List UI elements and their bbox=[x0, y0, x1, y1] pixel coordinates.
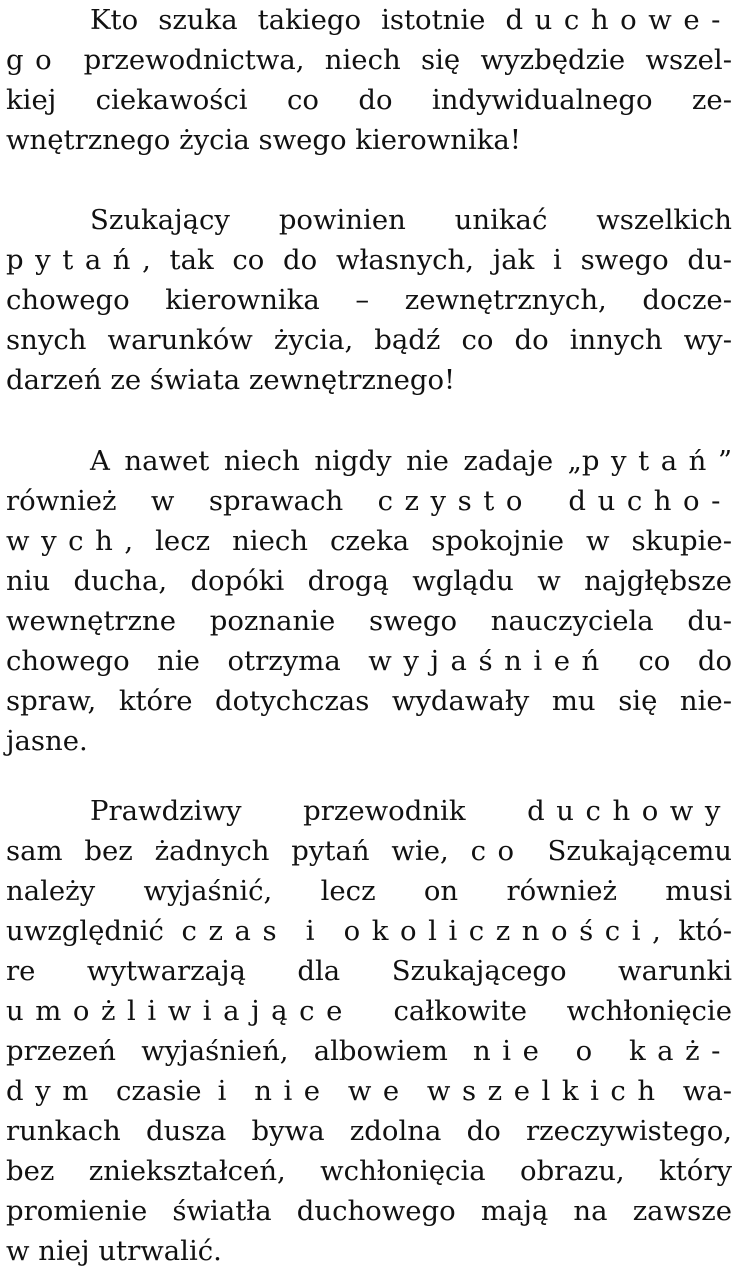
spaced-emphasis: duchowe- bbox=[505, 4, 732, 36]
spaced-emphasis: umożliwiające bbox=[6, 995, 354, 1027]
spaced-emphasis: i bbox=[305, 915, 327, 947]
text-run: Prawdziwy przewodnik bbox=[90, 795, 528, 827]
text-line bbox=[6, 831, 732, 871]
text-run: uwzględnić bbox=[6, 915, 182, 947]
text-line bbox=[6, 360, 732, 400]
text-run bbox=[411, 1075, 427, 1107]
text-run: wnętrznego życia swego kierownika! bbox=[6, 124, 521, 156]
text-line bbox=[6, 641, 732, 681]
text-run: darzeń ze świata zewnętrznego! bbox=[6, 364, 456, 396]
text-run bbox=[288, 915, 306, 947]
text-line bbox=[6, 871, 732, 911]
spaced-emphasis: wych bbox=[6, 525, 125, 557]
text-run: w niej utrwalić. bbox=[6, 1235, 222, 1267]
text-run: , któ- bbox=[652, 915, 732, 947]
text-line bbox=[6, 320, 732, 360]
text-line bbox=[6, 991, 732, 1031]
text-line bbox=[6, 1071, 732, 1111]
spaced-emphasis: o bbox=[575, 1035, 604, 1067]
text-run: całkowite wchłonięcie bbox=[353, 995, 732, 1027]
spaced-emphasis: okoliczności bbox=[343, 915, 653, 947]
text-run: runkach dusza bywa zdolna do rzeczywistego, bbox=[6, 1115, 732, 1147]
spaced-emphasis: co bbox=[470, 835, 526, 867]
text-run: re wytwarzają dla Szukającego warunki bbox=[6, 955, 732, 987]
spaced-emphasis: ducho- bbox=[568, 485, 732, 517]
text-run: przewodnictwa, niech się wyzbędzie wszel- bbox=[63, 44, 732, 76]
text-run: sam bez żadnych pytań wie, bbox=[6, 835, 471, 867]
text-run bbox=[332, 1075, 348, 1107]
text-run: bez zniekształceń, wchłonięcia obrazu, który bbox=[6, 1155, 732, 1187]
text-run: promienie światła duchowego mają na zawsze bbox=[6, 1195, 732, 1227]
text-run: Kto szuka takiego istotnie bbox=[90, 4, 506, 36]
text-line bbox=[6, 601, 732, 641]
text-line bbox=[90, 0, 732, 40]
text-line bbox=[6, 951, 732, 991]
text-line bbox=[90, 441, 732, 481]
text-run: ” bbox=[717, 445, 732, 477]
text-run bbox=[550, 1035, 575, 1067]
text-run: Szukającemu bbox=[525, 835, 732, 867]
spaced-emphasis: i bbox=[217, 1075, 239, 1107]
text-line bbox=[6, 521, 732, 561]
text-line bbox=[6, 120, 732, 160]
text-run bbox=[604, 1035, 629, 1067]
spaced-emphasis: wyjaśnień bbox=[368, 645, 611, 677]
text-run bbox=[238, 1075, 254, 1107]
text-run: Szukający powinien unikać wszelkich bbox=[90, 204, 732, 236]
text-run: chowego nie otrzyma bbox=[6, 645, 369, 677]
text-run: co do bbox=[610, 645, 732, 677]
text-run: snych warunków życia, bądź co do innych wy- bbox=[6, 324, 732, 356]
text-line bbox=[6, 240, 732, 280]
text-run bbox=[326, 915, 344, 947]
text-line bbox=[6, 1231, 732, 1271]
text-line bbox=[6, 481, 732, 521]
text-line bbox=[6, 681, 732, 721]
text-run: wa- bbox=[666, 1075, 733, 1107]
spaced-emphasis: każ- bbox=[628, 1035, 733, 1067]
text-run: czasie bbox=[99, 1075, 218, 1107]
text-line bbox=[6, 80, 732, 120]
text-line bbox=[90, 200, 732, 240]
text-run: przezeń wyjaśnień, albowiem bbox=[6, 1035, 473, 1067]
text-run: kiej ciekawości co do indywidualnego ze- bbox=[6, 84, 732, 116]
text-run bbox=[534, 485, 568, 517]
spaced-emphasis: nie bbox=[472, 1035, 551, 1067]
text-line bbox=[6, 1111, 732, 1151]
spaced-emphasis: czysto bbox=[377, 485, 535, 517]
text-run: spraw, które dotychczas wydawały mu się nie- bbox=[6, 685, 732, 717]
spaced-emphasis: duchowy bbox=[527, 795, 732, 827]
spaced-emphasis: pytań bbox=[6, 244, 143, 276]
text-run: wewnętrzne poznanie swego nauczyciela du- bbox=[6, 605, 732, 637]
spaced-emphasis: wszelkich bbox=[426, 1075, 667, 1107]
spaced-emphasis: nie bbox=[254, 1075, 332, 1107]
text-run: chowego kierownika – zewnętrznych, docze- bbox=[6, 284, 732, 316]
text-line bbox=[6, 721, 732, 761]
text-line bbox=[90, 791, 732, 831]
text-run: niu ducha, dopóki drogą wglądu w najgłębsze bbox=[6, 565, 732, 597]
spaced-emphasis: dym bbox=[6, 1075, 100, 1107]
text-line bbox=[6, 561, 732, 601]
spaced-emphasis: we bbox=[347, 1075, 411, 1107]
text-run: , lecz niech czeka spokojnie w skupie- bbox=[124, 525, 732, 557]
text-line bbox=[6, 1191, 732, 1231]
spaced-emphasis: go bbox=[6, 44, 64, 76]
text-line bbox=[6, 280, 732, 320]
text-run: również w sprawach bbox=[6, 485, 378, 517]
text-run: A nawet niech nigdy nie zadaje „ bbox=[90, 445, 582, 477]
text-run: jasne. bbox=[6, 725, 88, 757]
spaced-emphasis: czas bbox=[181, 915, 289, 947]
text-line bbox=[6, 1031, 732, 1071]
text-run: należy wyjaśnić, lecz on również musi bbox=[6, 875, 732, 907]
text-run: , tak co do własnych, jak i swego du- bbox=[142, 244, 732, 276]
text-line bbox=[6, 911, 732, 951]
text-line bbox=[6, 1151, 732, 1191]
spaced-emphasis: pytań bbox=[581, 445, 718, 477]
text-line bbox=[6, 40, 732, 80]
